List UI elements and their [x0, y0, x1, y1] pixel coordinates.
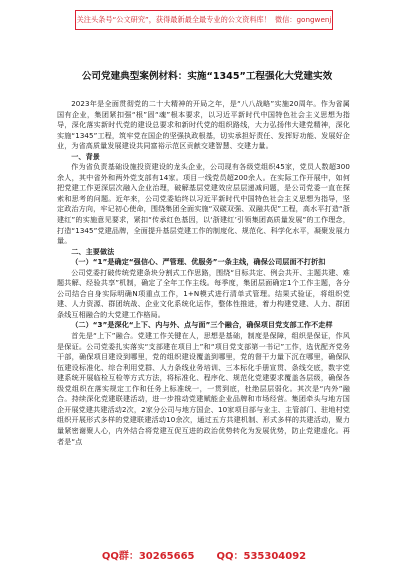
- body-paragraph: 2023年是全面贯彻党的二十大精神的开局之年，是“八八战略”实施20周年。作为省属国有企业，集团紧扣强“根”固“魂”根本要求，以习近平新时代中国特色社会主义思想为指导，深化落实新时代党的建设总要求和新时代党的组织路线，大力弘扬伟大建党精神，深化实施“1345”工程，筑牢党在国企的坚强执政根基，切实承担好责任、发挥好功能、发展好企业，为省高质量发展建设共同富裕示范区贡献交建智慧、交建力量。: [57, 99, 350, 151]
- top-banner: [75, 10, 333, 30]
- body-paragraph: 首先是“上下”融合。党建工作关键在人，思想是基础，制度是保障，组织是保证，作风是保证。公司党委扎实落实“支部建在项目上”和“项目党支部第一书记”工作，选优配齐党务干部，确保项目建设到哪里，党的组织建设覆盖到哪里，党的督干力量下沉在哪里，确保队伍建设标准化、综合利用党群、人力条线业务培训、三本标化手册宣贯、条线交底，数字党建系统开展临检互检等方式方法，将标准化、程序化、规范化党建要求覆盖各层级，确保各级党组织在落实规定工作和任务上标准统一，一贯到底，杜绝层层弱化。其次是“内外”融合。持续深化党建联建活动，进一步推动党建赋能企业品牌和市场经营。集团牵头与地方国企开展党建共建活动2次，2家分公司与地方国企、10家项目部与业主、主管部门、驻地村党组织开展形式多样的党建联建活动10余次，通过五方共建机制、形式多样的共建活动，聚力量紧密谢聚人心，内外结合将党建互促互进的政治优势转化为发展优势，防止党建虚化。再者是“点: [57, 331, 350, 446]
- document-body: [57, 99, 350, 447]
- subsection-heading: （二）“3”是深化“上下、内与外、点与面”三个融合，确保项目党支部工作不走样: [71, 320, 333, 330]
- body-paragraph: 公司党委打破传统党建条块分割式工作思路，围绕“目标共定、例会共开、主题共建、难题共解、经验共享”机制，确定了全年工作主线。每季度，集团层面确定1个工作主题，各分公司结合自身实际明确N项重点工作，1+N模式进行清单式管理。结果式验证，将组织党建、人力资源、群团统战、企业文化系统化运作，整体性推进，着力构建党建、人力、群团条线互相融合的大党建工作格局。: [57, 267, 350, 319]
- subsection-heading: （一）“1”是确定“强信心、严管理、优服务”一条主线，确保公司层面不打折扣: [71, 257, 326, 267]
- banner-follow-text: 关注头条号“公文研究”，获得最新最全最专业的公文资料库！: [76, 15, 271, 24]
- footer: [0, 547, 408, 562]
- footer-qq-group: QQ群：30265665: [101, 551, 195, 562]
- body-paragraph: 作为省负责基础设施投资建设的龙头企业，公司现有各级党组织45家，党员人数超300余人，其中省外和两外党支部有14家。项目一线党员超200余人。在实际工作开展中，如何把党建工作更深层次融入企业治理，破解基层党建效应层层递减问题，是公司党委一直在探索和思考的问题。近年来，公司党委始终以习近平新时代中国特色社会主义思想为指导，坚定政治方向，牢记初心使命，围绕集团全面实施“双碳双强、双融共促”工程，高水平打造“浙建红”的实施意见要求，紧扣“传承红色基因，以‘浙建红’引领集团高质量发展”的工作理念，打造“1345”党建品牌，全面提升基层党建工作的制度化、规范化、科学化水平，凝聚发展力量。: [57, 162, 350, 246]
- banner-wechat-text: 微信：gongwenj: [274, 15, 332, 24]
- section-heading: 二、主要做法: [71, 246, 115, 256]
- footer-qq: QQ：535304092: [216, 551, 307, 562]
- section-heading: 一、背景: [71, 151, 100, 161]
- document-title: 公司党建典型案例材料：实施“1345”工程强化大党建实效: [81, 71, 333, 82]
